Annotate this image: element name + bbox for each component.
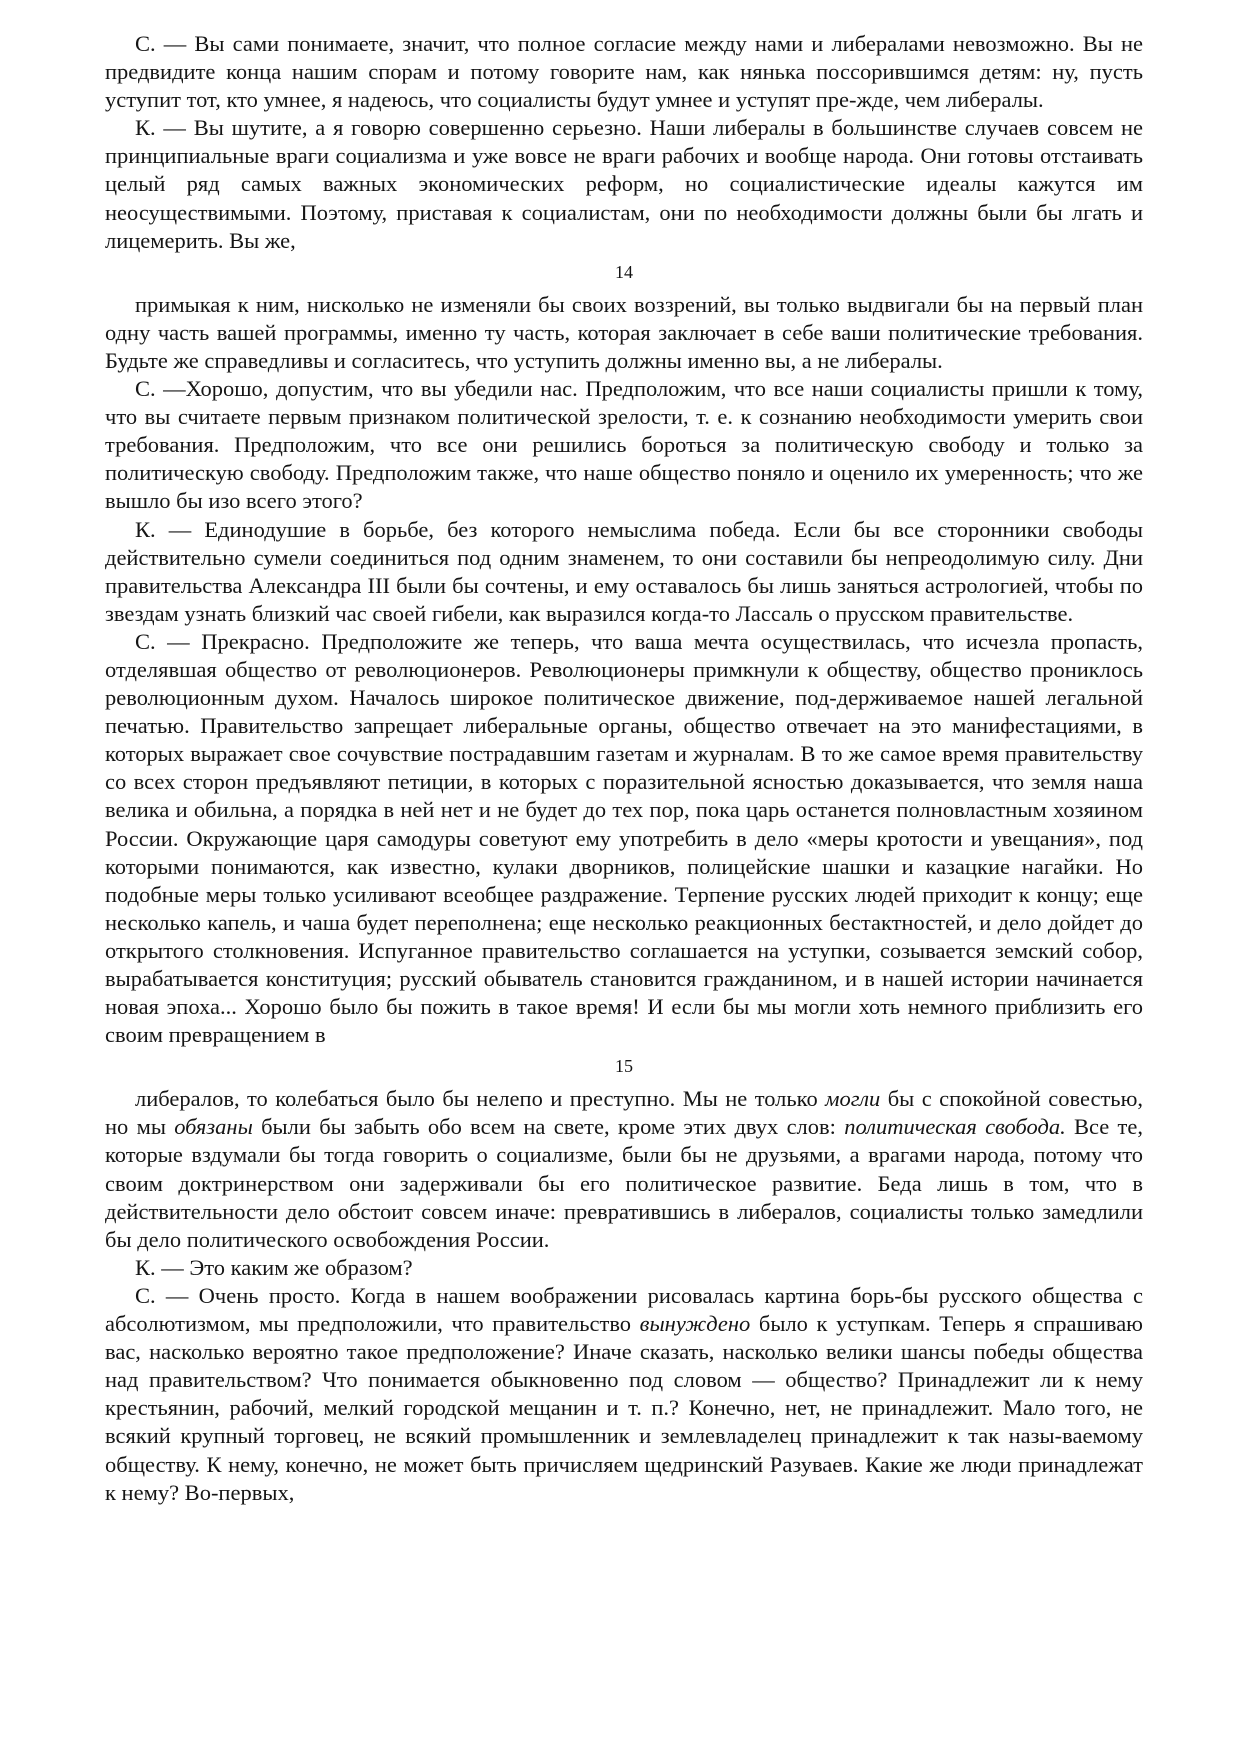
paragraph-5: К. — Единодушие в борьбе, без которого немыслима победа. Если бы все сторонники свободы действительно сумели соединиться под одним знаменем, то они составили бы непреодолимую силу. Дни правительства Александра III были бы сочтены, и ему оставалось бы лишь заняться астрологией, чтобы по звездам узнать близкий час своей гибели, как выразился когда-то Лассаль о прусском правительстве. — [105, 516, 1143, 626]
text-run: С. — Очень просто. Когда в нашем воображении рисовалась картина борь-бы русского общества с абсолютизмом, мы предположили, что правительство — [105, 1282, 1143, 1337]
text-run: были бы забыть обо всем на свете, кроме этих двух слов: — [252, 1114, 845, 1140]
paragraph-9 — [105, 1282, 1143, 1507]
emphasis-obliged: обязаны — [174, 1114, 253, 1140]
emphasis-forced: вынуждено — [639, 1311, 751, 1337]
paragraph-7 — [105, 1085, 1143, 1254]
text-run: было к уступкам. Теперь я спрашиваю вас, насколько вероятно такое предположение? Иначе сказать, насколько велики шансы победы общества над правительством? Что понимается обыкновенно под словом — общество? Принадлежит ли к нему крестьянин, рабочий, мелкий городской мещанин и т. п.? Конечно, нет, не принадлежит. Мало того, не всякий крупный торговец, не всякий промышленник и землевладелец принадлежит к так назы-ваемому обществу. К нему, конечно, не может быть причисляем щедринский Разуваев. Какие же люди принадлежат к нему? Во-первых, — [105, 1311, 1143, 1505]
text-run: бы с спокойной совестью, но мы — [105, 1086, 1144, 1140]
text-run: либералов, то колебаться было бы нелепо и преступно. Мы не только — [135, 1086, 826, 1112]
paragraph-6: С. — Прекрасно. Предположите же теперь, что ваша мечта осуществилась, что исчезла пропасть, отделявшая общество от революционеров. Революционеры примкнули к обществу, общество прониклось революционным духом. Началось широкое политическое движение, под-держиваемое нашей легальной печатью. Правительство запрещает либеральные органы, общество отвечает на это манифестациями, в которых выражает свое сочувствие пострадавшим газетам и журналам. В то же самое время правительству со всех сторон предъявляют петиции, в которых с поразительной ясностью доказывается, что земля наша велика и обильна, а порядка в ней нет и не будет до тех пор, пока царь останется полновластным хозяином России. Окружающие царя самодуры советуют ему употребить в дело «меры кротости и увещания», под которыми понимаются, как известно, кулаки дворников, полицейские шашки и казацкие нагайки. Но подобные меры только усиливают всеобщее раздражение. Терпение русских людей приходит к концу; еще несколько капель, и чаша будет переполнена; еще несколько реакционных бестактностей, и дело дойдет до открытого столкновения. Испуганное правительство соглашается на уступки, созывается земский собор, вырабатывается конституция; русский обыватель становится гражданином, и в нашей истории начинается новая эпоха... Хорошо было бы пожить в такое время! И если бы мы могли хоть немного приблизить его своим превращением в — [105, 628, 1143, 1048]
page-number-15: 15 — [615, 1056, 633, 1077]
paragraph-8: К. — Это каким же образом? — [135, 1254, 413, 1280]
emphasis-political-freedom: политическая свобода. — [844, 1114, 1066, 1140]
paragraph-1: С. — Вы сами понимаете, значит, что полное согласие между нами и либералами невозможно. Вы не предвидите конца нашим спорам и потому говорите нам, как нянька поссорившимся детям: ну, пусть уступит тот, кто умнее, я надеюсь, что социалисты будут умнее и уступят пре-жде, чем либералы. — [105, 31, 1143, 113]
paragraph-4: С. —Хорошо, допустим, что вы убедили нас. Предположим, что все наши социалисты пришли к тому, что вы считаете первым признаком политической зрелости, т. е. к сознанию необходимости умерить свои требования. Предположим, что все они решились бороться за политическую свободу и только за политическую свободу. Предположим также, что наше общество поняло и оценило их умеренность; что же вышло бы изо всего этого? — [105, 376, 1143, 514]
page-number-14: 14 — [615, 261, 633, 282]
paragraph-3: примыкая к ним, нисколько не изменяли бы своих воззрений, вы только выдвигали бы на первый план одну часть вашей программы, именно ту часть, которая заключает в себе ваши политические требования. Будьте же справедливы и согласитесь, что уступить должны именно вы, а не либералы. — [105, 291, 1143, 373]
document-page — [105, 30, 1143, 1507]
text-run: Все те, которые вздумали бы тогда говорить о социализме, были бы не друзьями, а врагами народа, потому что своим доктринерством они задерживали бы его политическое развитие. Беда лишь в том, что в действительности дело обстоит совсем иначе: превратившись в либералов, социалисты только замедлили бы дело политического освобождения России. — [105, 1114, 1143, 1252]
emphasis-could: могли — [825, 1086, 881, 1112]
paragraph-2: К. — Вы шутите, а я говорю совершенно серьезно. Наши либералы в большинстве случаев совсем не принципиальные враги социализма и уже вовсе не враги рабочих и вообще народа. Они готовы отстаивать целый ряд самых важных экономических реформ, но социалистические идеалы кажутся им неосуществимыми. Поэтому, приставая к социалистам, они по необходимости должны были бы лгать и лицемерить. Вы же, — [105, 115, 1143, 253]
